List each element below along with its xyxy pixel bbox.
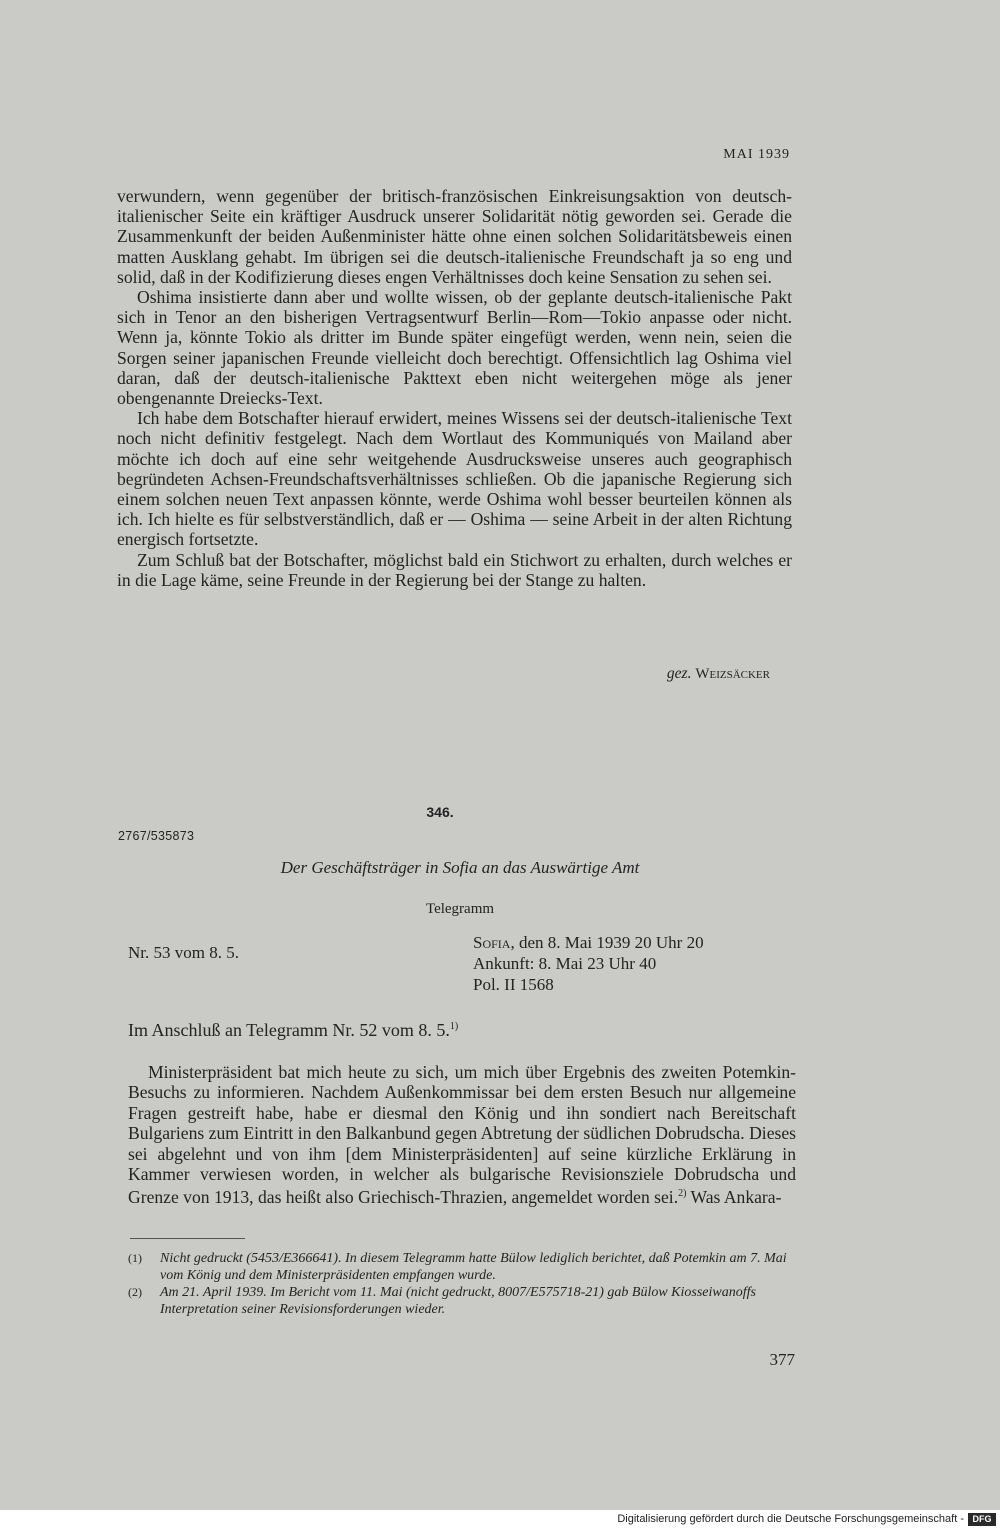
sent-date: , den 8. Mai 1939 20 Uhr 20 [510, 933, 704, 952]
funding-note: Digitalisierung gefördert durch die Deutsche Forschungsgemeinschaft - [617, 1513, 964, 1525]
telegram-reference [128, 1020, 458, 1041]
running-head: MAI 1939 [723, 147, 790, 162]
footnotes [128, 1250, 808, 1318]
footnote [128, 1284, 808, 1318]
footnote [128, 1250, 808, 1284]
paragraph: verwundern, wenn gegenüber der britisch-französischen Einkreisungsaktion von deutsch-italienischer Seite ein kräftiger Ausdruck unserer Solidarität nötig geworden sei. Gerade die Zusammenkunft der beiden Außenminister hätte ohne einen solchen Solidaritätsbeweis einen matten Ausklang gehabt. Im übrigen sei die deutsch-italienische Freundschaft ja so eng und solid, daß in der Kodifizierung dieses engen Verhältnisses doch keine Sensation zu sehen sei. [117, 186, 792, 287]
footnote-rule [130, 1238, 245, 1239]
body-text: Ministerpräsident bat mich heute zu sich, um mich über Ergebnis des zweiten Potemkin-Besuchs zu informieren. Nachdem Außenkommissar bei dem ersten Besuch nur allgemeine Fragen gestreift habe, habe er diesmal den König und ihn sondiert nach Bereitschaft Bulgariens zum Eintritt in den Balkanbund gegen Abtretung der südlichen Dobrudscha. Dieses sei abgelehnt und von ihm [dem Ministerpräsidenten] auf seine kürzliche Erklärung in Kammer verwiesen worden, in welcher als bulgarische Revisionsziele Dobrudscha und Grenze von 1913, das heißt also Griechisch-Thrazien, angemeldet worden sei. [128, 1062, 796, 1208]
paragraph: Oshima insistierte dann aber und wollte wissen, ob der geplante deutsch-italienische Pakt sich in Tenor an den bisherigen Vertragsentwurf Berlin—Rom—Tokio anpasse oder nicht. Wenn ja, könnte Tokio als dritter im Bunde später eingefügt werden, wenn nein, seien die Sorgen seiner japanischen Freunde vielleicht doch berechtigt. Offensichtlich lag Oshima viel daran, daß der deutsch-italienische Pakttext eben nicht weitergehen möge als jener obengenannte Dreiecks-Text. [117, 287, 792, 409]
footnote-text: Nicht gedruckt (5453/E366641). In diesem Telegramm hatte Bülow lediglich berichtet, daß Potemkin am 7. Mai vom König und dem Ministerpräsidenten empfangen wurde. [160, 1251, 787, 1283]
signature [560, 665, 770, 683]
telegram-number: Nr. 53 vom 8. 5. [128, 943, 239, 962]
registry-line: Pol. II 1568 [473, 975, 554, 994]
arrival-line: Ankunft: 8. Mai 23 Uhr 40 [473, 954, 657, 973]
document-type: Telegramm [425, 901, 495, 917]
paragraph: Ich habe dem Botschafter hierauf erwidert, meines Wissens sei der deutsch-italienische Text noch nicht definitiv festgelegt. Nach dem Wortlaut des Kommuniqués von Mailand aber möchte ich doch auf eine sehr weitgehende Ausdrucksweise unseres auch geographisch begründeten Achsen-Freundschaftsverhältnisses schließen. Ob die japanische Regierung sich einem solchen neuen Text anpassen könnte, werde Oshima wohl besser beurteilen können als ich. Ich hielte es für selbstverständlich, daß er — Oshima — seine Arbeit in der alten Richtung energisch fortsetzte. [117, 408, 792, 550]
dfg-logo: DFG [968, 1513, 996, 1526]
document-title: Der Geschäftsträger in Sofia an das Auswärtige Amt [280, 858, 640, 877]
sent-line [473, 932, 704, 953]
signature-name: Weizsäcker [695, 666, 770, 682]
reference-text: Im Anschluß an Telegramm Nr. 52 vom 8. 5. [128, 1020, 450, 1040]
previous-document-text [117, 186, 792, 590]
place: Sofia [473, 933, 511, 952]
page-number: 377 [769, 1350, 795, 1369]
telegram-meta [473, 932, 704, 995]
footnote-ref: 2) [678, 1188, 687, 1200]
signature-prefix: gez. [666, 665, 692, 682]
body-text: Was Ankara- [686, 1187, 782, 1208]
footnote-ref: 1) [449, 1021, 459, 1032]
footnote-mark: (2) [128, 1285, 142, 1299]
footnote-text: Am 21. April 1939. Im Bericht vom 11. Mai (nicht gedruckt, 8007/E575718-21) gab Bülow Kiosseiwanoffs Interpretation seiner Revisionsforderungen wieder. [160, 1285, 756, 1317]
document-body [128, 1062, 796, 1208]
footnote-mark: (1) [128, 1251, 142, 1265]
document-number: 346. [426, 804, 454, 820]
digitization-footer [0, 1510, 1000, 1529]
film-reference: 2767/535873 [118, 829, 195, 843]
paragraph [128, 1062, 796, 1208]
paragraph: Zum Schluß bat der Botschafter, möglichst bald ein Stichwort zu erhalten, durch welches er in die Lage käme, seine Freunde in der Regierung bei der Stange zu halten. [117, 549, 792, 590]
